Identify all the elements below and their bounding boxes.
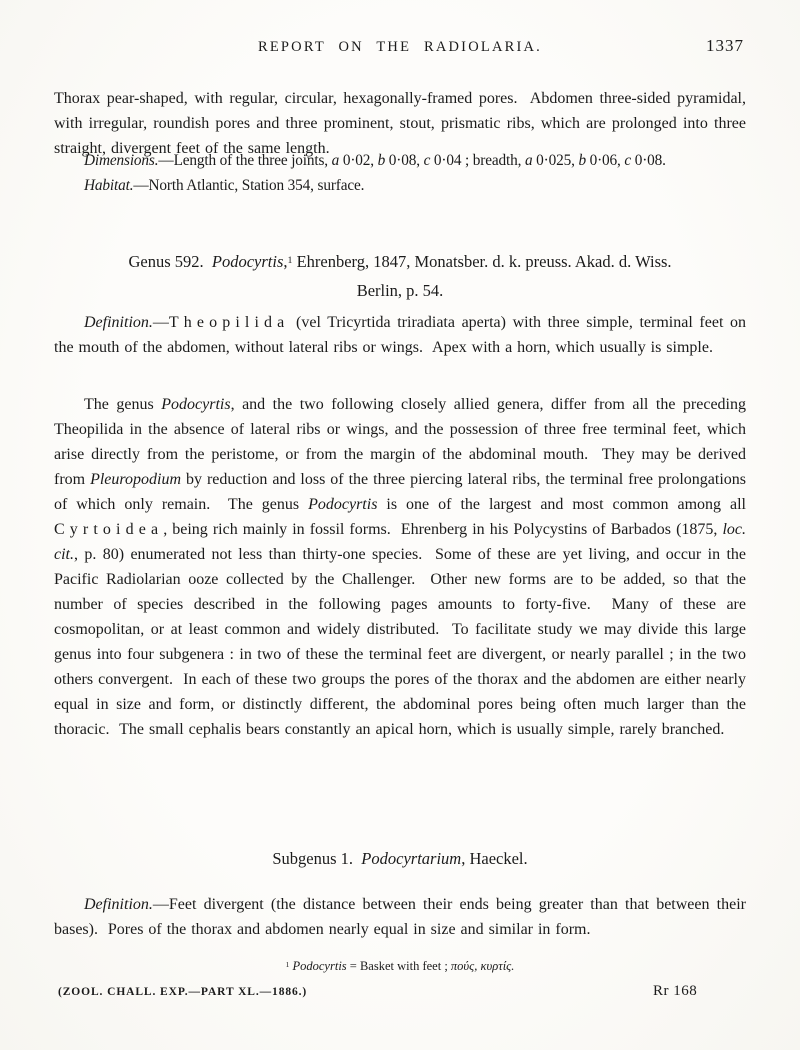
footnote: $^1$ Podocyrtis = Basket with feet ; πούς, κυρτίς. (285, 959, 515, 973)
sheet-signature: Rr 168 (653, 983, 698, 999)
running-header (54, 36, 746, 56)
genus-description-paragraph: The genus Podocyrtis, and the two following closely allied genera, differ from all the preceding Theopilida in the absence of lateral ribs or wings, and the possession of three free terminal feet, which arise directly from the peristome, or from the margin of the abdominal mouth. They may be derived from Pleuropodium by reduction and loss of the three piercing lateral ribs, the terminal free prolongations of which only remain. The genus Podocyrtis is one of the largest and most common among all Cyrtoidea, being rich mainly in fossil forms. Ehrenberg in his Polycystins of Barbados (1875, loc. cit., p. 80) enumerated not less than thirty-one species. Some of these are yet living, and occur in the Pacific Radiolarian ooze collected by the Challenger. Other new forms are to be added, so that the number of species described in the following pages amounts to forty-five. Many of these are cosmopolitan, or at least common and widely distributed. To facilitate study we may divide this large genus into four subgenera : in two of these the terminal feet are divergent, or nearly parallel ; in the two others convergent. In each of these two groups the pores of the thorax and the abdomen are either nearly equal in size and form, or distinctly different, the abdominal pores being often much larger than the thoracic. The small cephalis bears constantly an apical horn, which is usually simple, rarely branched. (54, 396, 747, 738)
species-description-continuation-paragraph: Thorax pear-shaped, with regular, circular, hexagonally-framed pores. Abdomen three-sided pyramidal, with irregular, roundish pores and three prominent, stout, prismatic ribs, which are prolonged into three straight, divergent feet of the same length. (54, 90, 746, 157)
page-title: REPORT ON THE RADIOLARIA. (257, 39, 543, 55)
habitat-line: Habitat.—North Atlantic, Station 354, surface. (84, 177, 365, 194)
dimensions-line: Dimensions.—Length of the three joints, a 0·02, b 0·08, c 0·04 ; breadth, a 0·025, b 0·06, c 0·08. (84, 152, 666, 169)
publication-signature: (ZOOL. CHALL. EXP.—PART XL.—1886.) (58, 986, 308, 998)
genus-definition-paragraph: Definition.—Theopilida (vel Tricyrtida triradiata aperta) with three simple, terminal feet on the mouth of the abdomen, without lateral ribs or wings. Apex with a horn, which usually is simple. (54, 314, 746, 356)
subgenus-definition-paragraph: Definition.—Feet divergent (the distance between their ends being greater than that between their bases). Pores of the thorax and abdomen nearly equal in size and similar in form. (54, 896, 746, 938)
genus-heading: Genus 592. Podocyrtis,$^1$ Ehrenberg, 1847, Monatsber. d. k. preuss. Akad. d. Wiss. Berlin, p. 54. (128, 252, 672, 300)
subgenus-heading: Subgenus 1. Podocyrtarium, Haeckel. (272, 849, 528, 868)
page-number: 1337 (706, 36, 744, 55)
